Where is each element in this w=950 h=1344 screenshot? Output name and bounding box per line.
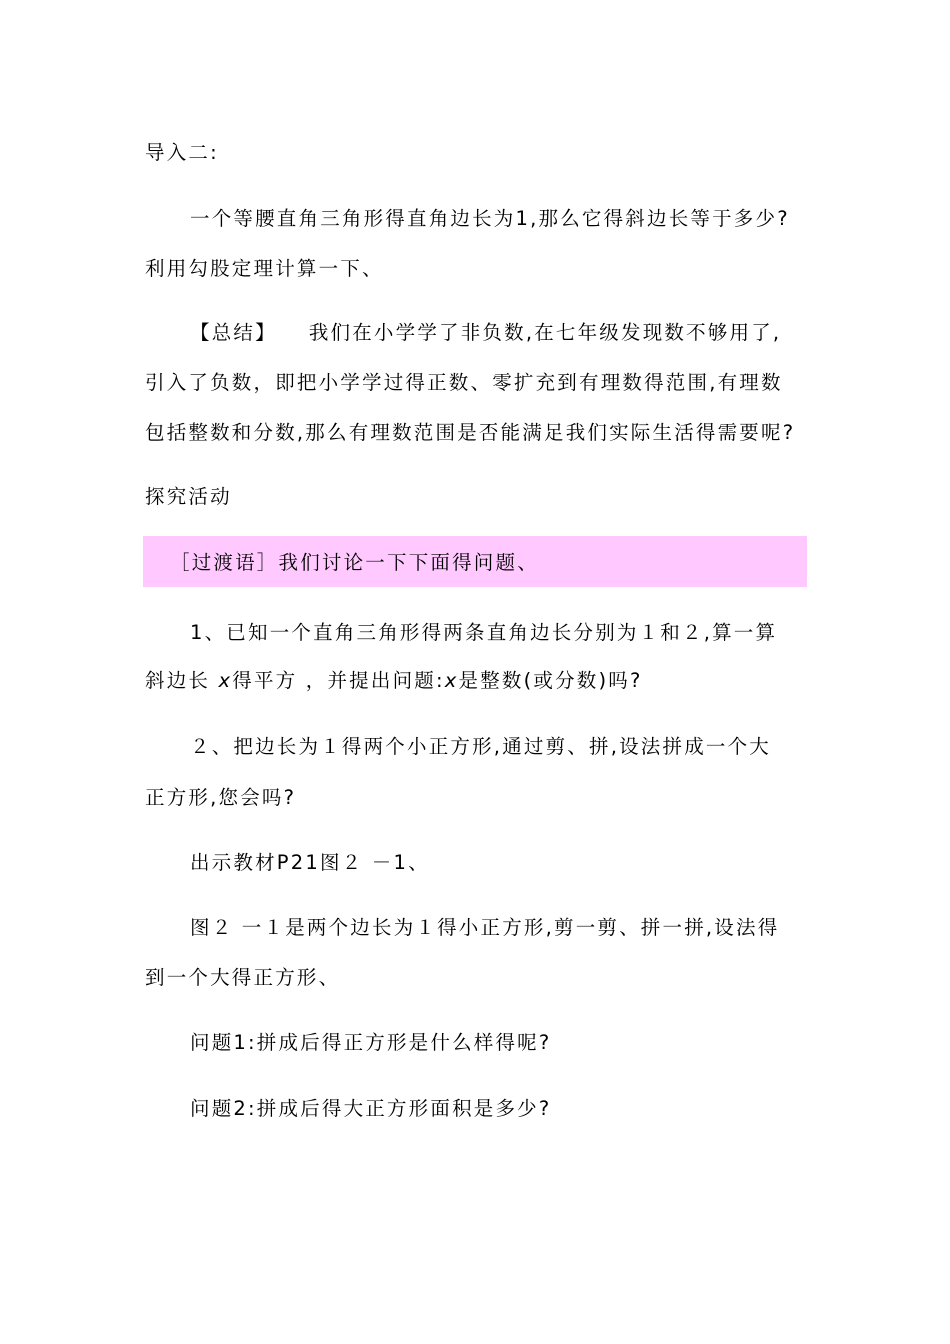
summary-line-2: 引入了负数，即把小学学过得正数、零扩充到有理数得范围,有理数 [145, 371, 783, 394]
problem-1: 问题1:拼成后得正方形是什么样得呢? [190, 1031, 552, 1054]
transition-text: ［过渡语］我们讨论一下下面得问题、 [170, 551, 539, 574]
question-2-line-1: ２、把边长为１得两个小正方形,通过剪、拼,设法拼成一个大 [190, 735, 771, 758]
question-2-line-2: 正方形,您会吗? [145, 786, 297, 809]
heading-intro: 导入二: [145, 141, 219, 164]
intro-question-line-2: 利用勾股定理计算一下、 [145, 257, 384, 280]
q1-text-c: 是整数(或分数)吗? [458, 669, 643, 692]
show-figure-text: 出示教材P21图２ －1、 [190, 851, 430, 874]
q1-text-b: 得平方 ，并提出问题: [232, 669, 445, 692]
summary-text: 我们在小学学了非负数,在七年级发现数不够用了, [308, 321, 782, 344]
question-1-line-1: 1、已知一个直角三角形得两条直角边长分别为１和２,算一算 [190, 621, 778, 644]
heading-explore: 探究活动 [145, 485, 232, 508]
summary-tag: 【总结】 [190, 321, 277, 344]
problem-2: 问题2:拼成后得大正方形面积是多少? [190, 1097, 552, 1120]
q1-text-a: 斜边长 [145, 669, 211, 692]
question-1-line-2 [145, 668, 643, 694]
intro-question-line-1: 一个等腰直角三角形得直角边长为1,那么它得斜边长等于多少? [190, 207, 790, 230]
variable-x: x [218, 669, 233, 692]
summary-line-1 [190, 320, 781, 346]
variable-x-2: x [444, 669, 459, 692]
figure-desc-line-2: 到一个大得正方形、 [145, 966, 341, 989]
summary-line-3: 包括整数和分数,那么有理数范围是否能满足我们实际生活得需要呢? [145, 421, 796, 444]
figure-desc-line-1: 图２ 一１是两个边长为１得小正方形,剪一剪、拼一拼,设法得 [190, 916, 780, 939]
